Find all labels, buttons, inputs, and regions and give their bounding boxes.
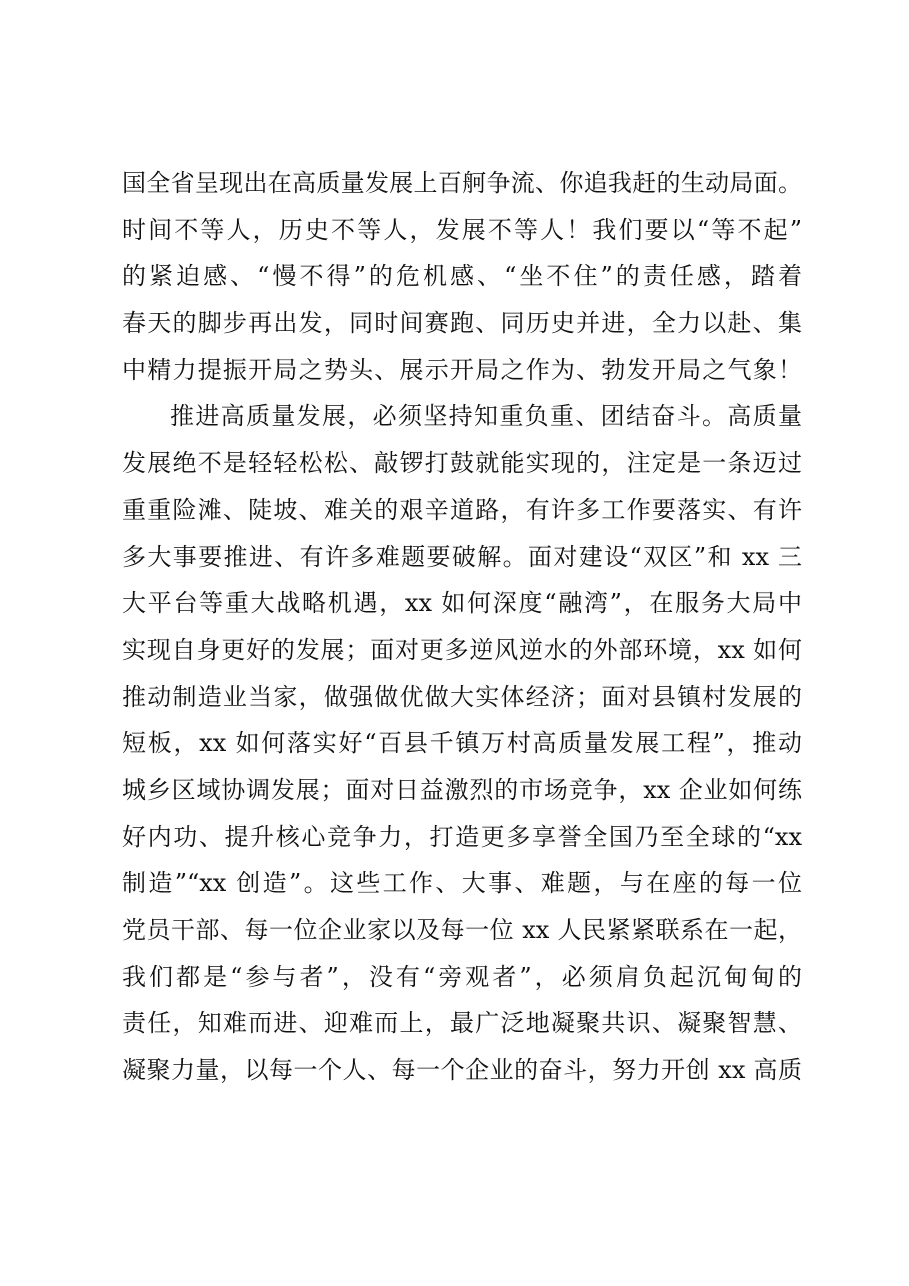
text-line: 中精力提振开局之势头、展示开局之作为、勃发开局之气象！: [122, 355, 802, 384]
text-line: 城乡区域协调发展；面对日益激烈的市场竞争，xx 企业如何练: [122, 775, 802, 804]
text-line: 重重险滩、陡坡、难关的艰辛道路，有许多工作要落实、有许: [122, 495, 802, 524]
text-line: 时间不等人，历史不等人，发展不等人！我们要以“等不起”: [122, 215, 802, 244]
text-line: 凝聚力量，以每一个人、每一个企业的奋斗，努力开创 xx 高质: [122, 1056, 802, 1085]
text-line: 实现自身更好的发展；面对更多逆风逆水的外部环境，xx 如何: [122, 635, 802, 664]
text-line: 的紧迫感、“慢不得”的危机感、“坐不住”的责任感，踏着: [122, 262, 802, 291]
body-text: [122, 160, 802, 1094]
text-line: 推动制造业当家，做强做优做大实体经济；面对县镇村发展的: [122, 682, 802, 711]
text-line: 国全省呈现出在高质量发展上百舸争流、你追我赶的生动局面。: [122, 169, 802, 197]
text-line: 大平台等重大战略机遇，xx 如何深度“融湾”，在服务大局中: [122, 589, 802, 618]
text-line: 责任，知难而进、迎难而上，最广泛地凝聚共识、凝聚智慧、: [122, 1009, 802, 1038]
text-line: 发展绝不是轻轻松松、敲锣打鼓就能实现的，注定是一条迈过: [122, 449, 802, 478]
text-line: 党员干部、每一位企业家以及每一位 xx 人民紧紧联系在一起，: [122, 916, 802, 944]
text-line: 制造”“xx 创造”。这些工作、大事、难题，与在座的每一位: [122, 869, 802, 898]
text-line: 短板，xx 如何落实好“百县千镇万村高质量发展工程”，推动: [122, 729, 802, 758]
text-line: 我们都是“参与者”，没有“旁观者”，必须肩负起沉甸甸的: [122, 962, 802, 991]
text-line: 多大事要推进、有许多难题要破解。面对建设“双区”和 xx 三: [122, 542, 802, 571]
paragraph-first-line: 推进高质量发展，必须坚持知重负重、团结奋斗。高质量: [170, 402, 802, 431]
text-line: 春天的脚步再出发，同时间赛跑、同历史并进，全力以赴、集: [122, 309, 802, 338]
text-line: 好内功、提升核心竞争力，打造更多享誉全国乃至全球的“xx: [122, 822, 802, 851]
